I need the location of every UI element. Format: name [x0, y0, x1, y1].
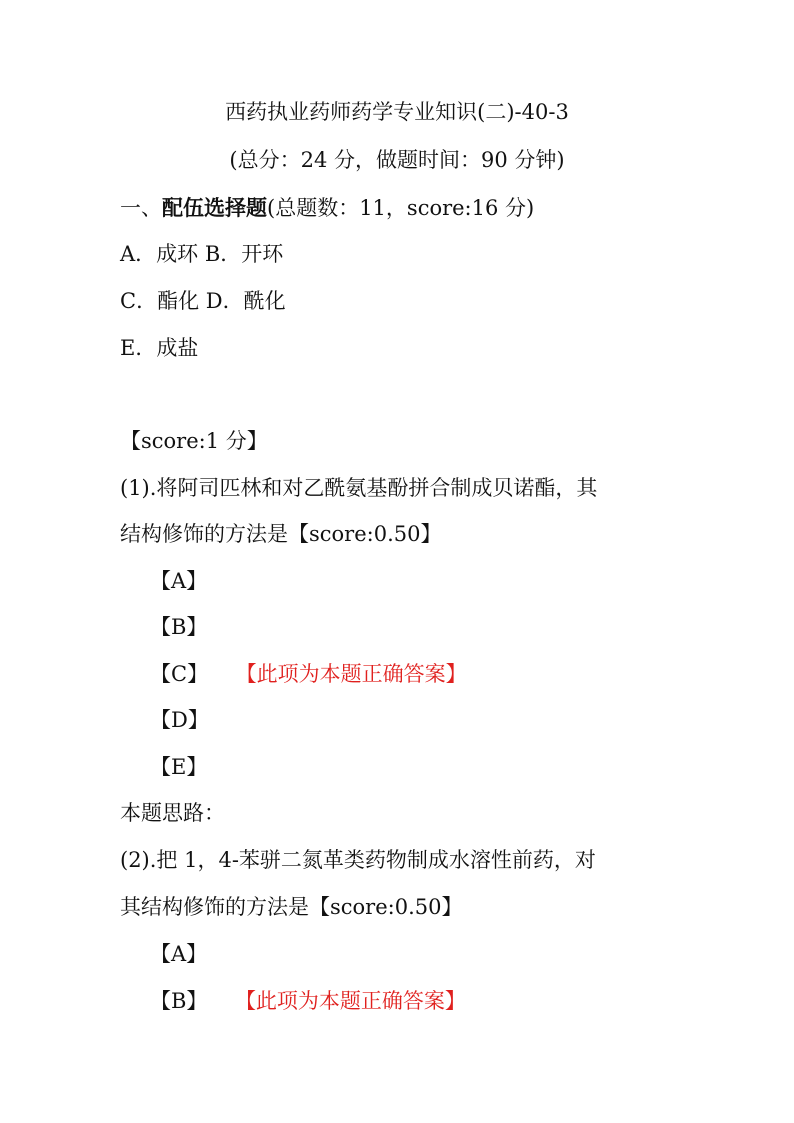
choice-line-2: C．酯化 D．酰化: [120, 289, 286, 313]
q2-option-b: 【B】: [150, 989, 208, 1013]
question-2-text-line-1: (2).把 1，4-苯骈二氮革类药物制成水溶性前药，对: [120, 848, 596, 872]
choice-line-1: A．成环 B．开环: [120, 242, 284, 266]
q2-option-b-row: [150, 988, 466, 1014]
section-meta: (总题数：11，score:16 分): [267, 196, 535, 220]
section-heading: [120, 195, 534, 221]
document-subtitle: (总分：24 分，做题时间：90 分钟): [229, 148, 565, 172]
question-1-text-line-1: (1).将阿司匹林和对乙酰氨基酚拼合制成贝诺酯，其: [120, 476, 598, 500]
q1-option-c-row: [150, 661, 467, 687]
question-2-text-line-2: 其结构修饰的方法是【score:0.50】: [120, 895, 463, 919]
q1-option-e: 【E】: [150, 755, 208, 779]
q1-option-d: 【D】: [150, 708, 209, 732]
q1-option-b: 【B】: [150, 615, 208, 639]
q1-option-c: 【C】: [150, 662, 209, 686]
q1-option-a: 【A】: [150, 569, 208, 593]
section-prefix: 一、: [120, 196, 162, 220]
choice-line-3: E．成盐: [120, 336, 199, 360]
group-score: 【score:1 分】: [120, 429, 268, 453]
document-title: 西药执业药师药学专业知识(二)-40-3: [225, 100, 569, 124]
question-1-text-line-2: 结构修饰的方法是【score:0.50】: [120, 522, 442, 546]
q2-option-a: 【A】: [150, 942, 208, 966]
section-name: 配伍选择题: [162, 196, 267, 220]
q1-correct-answer-note: 【此项为本题正确答案】: [246, 662, 467, 686]
q2-correct-answer-note: 【此项为本题正确答案】: [245, 989, 466, 1013]
q1-analysis-label: 本题思路：: [120, 801, 225, 825]
